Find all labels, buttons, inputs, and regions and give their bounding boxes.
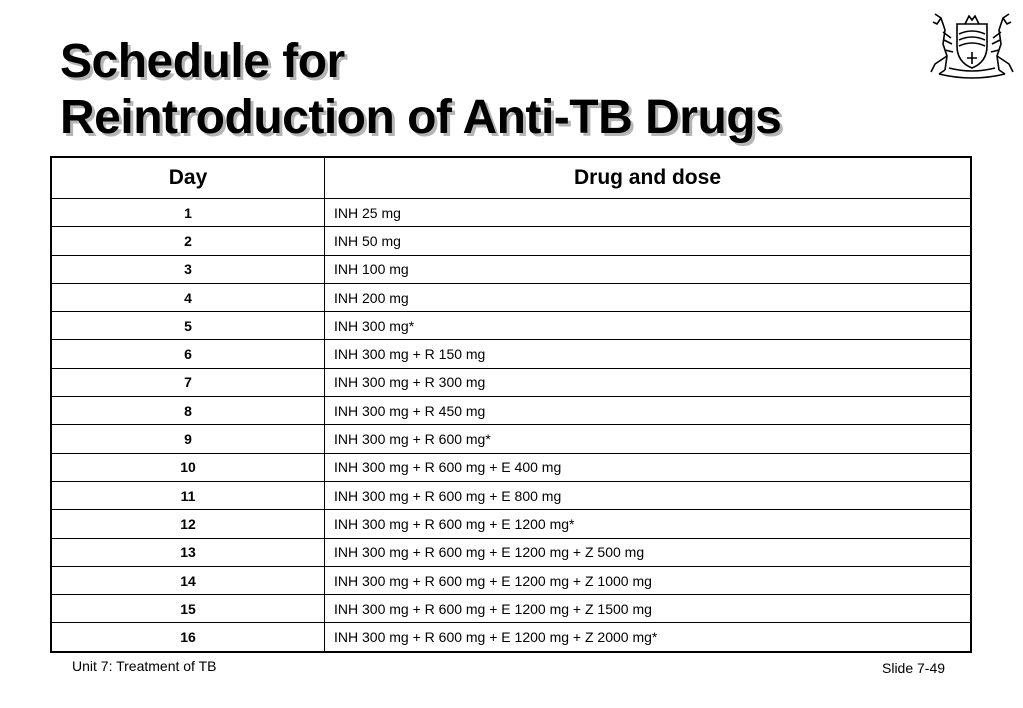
day-cell: 12 [51, 510, 325, 538]
table-row [51, 397, 971, 425]
day-cell: 1 [51, 199, 325, 227]
drug-cell: INH 200 mg [325, 283, 972, 311]
day-cell: 3 [51, 255, 325, 283]
table-row [51, 566, 971, 594]
day-cell: 2 [51, 227, 325, 255]
drug-cell: INH 25 mg [325, 199, 972, 227]
drug-cell: INH 300 mg* [325, 312, 972, 340]
table-row [51, 481, 971, 509]
day-cell: 14 [51, 566, 325, 594]
day-cell: 4 [51, 283, 325, 311]
day-cell: 10 [51, 453, 325, 481]
day-cell: 15 [51, 595, 325, 623]
footer-slide-number: Slide 7-49 [882, 660, 946, 676]
day-cell: 8 [51, 397, 325, 425]
drug-schedule-table [50, 156, 972, 653]
table-row [51, 623, 971, 652]
slide-title-line-2: Reintroduction of Anti-TB Drugs [60, 91, 782, 144]
table-row [51, 199, 971, 227]
drug-cell: INH 300 mg + R 450 mg [325, 397, 972, 425]
table-row [51, 312, 971, 340]
drug-cell: INH 300 mg + R 600 mg + E 1200 mg + Z 2000 mg* [325, 623, 972, 652]
day-cell: 11 [51, 481, 325, 509]
drug-cell: INH 300 mg + R 600 mg + E 1200 mg* [325, 510, 972, 538]
drug-cell: INH 300 mg + R 600 mg + E 800 mg [325, 481, 972, 509]
drug-cell: INH 300 mg + R 600 mg + E 400 mg [325, 453, 972, 481]
column-header-drug: Drug and dose [325, 157, 972, 199]
table-row [51, 227, 971, 255]
day-cell: 16 [51, 623, 325, 652]
day-cell: 7 [51, 368, 325, 396]
table-row [51, 595, 971, 623]
slide-title-line-1: Schedule for [60, 35, 345, 88]
day-cell: 5 [51, 312, 325, 340]
drug-cell: INH 300 mg + R 600 mg + E 1200 mg + Z 500 mg [325, 538, 972, 566]
drug-cell: INH 100 mg [325, 255, 972, 283]
drug-cell: INH 300 mg + R 150 mg [325, 340, 972, 368]
table-header-row [51, 157, 971, 199]
day-cell: 13 [51, 538, 325, 566]
table-row [51, 538, 971, 566]
day-cell: 6 [51, 340, 325, 368]
drug-cell: INH 300 mg + R 600 mg + E 1200 mg + Z 1000 mg [325, 566, 972, 594]
footer-unit-label: Unit 7: Treatment of TB [72, 658, 217, 674]
table-row [51, 453, 971, 481]
table-row [51, 255, 971, 283]
drug-cell: INH 300 mg + R 300 mg [325, 368, 972, 396]
table-row [51, 340, 971, 368]
table-row [51, 425, 971, 453]
table-row [51, 510, 971, 538]
slide-title [60, 34, 781, 146]
drug-cell: INH 50 mg [325, 227, 972, 255]
coat-of-arms-icon [925, 8, 1019, 80]
day-cell: 9 [51, 425, 325, 453]
column-header-day: Day [51, 157, 325, 199]
drug-cell: INH 300 mg + R 600 mg* [325, 425, 972, 453]
table-row [51, 368, 971, 396]
drug-cell: INH 300 mg + R 600 mg + E 1200 mg + Z 1500 mg [325, 595, 972, 623]
table-row [51, 283, 971, 311]
